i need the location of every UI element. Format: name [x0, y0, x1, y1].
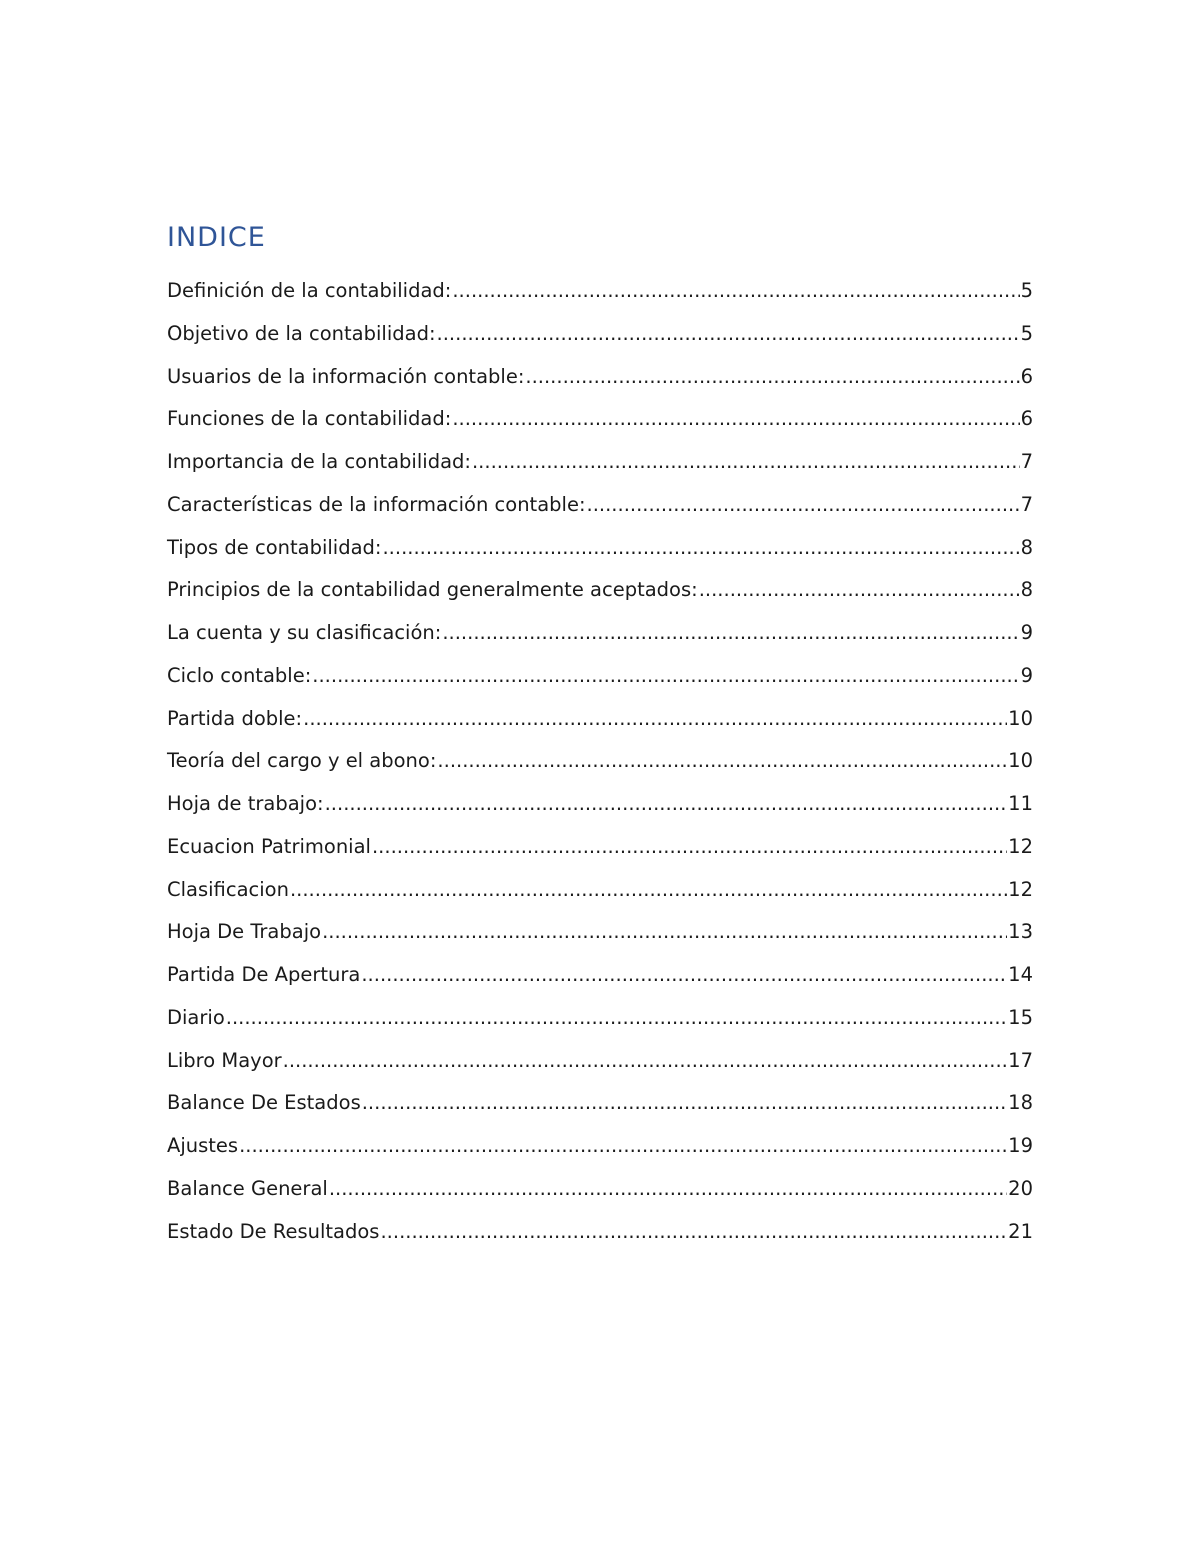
- toc-entry-page-number: 10: [1008, 706, 1033, 730]
- toc-entry-label: Teoría del cargo y el abono:: [167, 749, 437, 773]
- toc-entry-page-number: 6: [1020, 407, 1033, 431]
- toc-entry-page-number: 5: [1020, 321, 1033, 345]
- toc-dot-leader: [452, 398, 1019, 441]
- toc-entry[interactable]: [167, 313, 1033, 356]
- toc-dot-leader: [437, 740, 1007, 783]
- toc-entry-label: Partida doble:: [167, 706, 303, 730]
- toc-dot-leader: [303, 698, 1007, 741]
- toc-entry[interactable]: [167, 655, 1033, 698]
- toc-entry-page-number: 12: [1008, 877, 1033, 901]
- toc-entry-label: Balance De Estados: [167, 1091, 361, 1115]
- toc-entry-page-number: 9: [1020, 663, 1033, 687]
- toc-entry-label: Usuarios de la información contable:: [167, 364, 525, 388]
- toc-entry[interactable]: [167, 398, 1033, 441]
- toc-dot-leader: [226, 997, 1007, 1040]
- toc-entry-label: Ecuacion Patrimonial: [167, 834, 371, 858]
- toc-entry-page-number: 20: [1008, 1176, 1033, 1200]
- toc-entry-page-number: 8: [1020, 578, 1033, 602]
- toc-entry[interactable]: [167, 783, 1033, 826]
- toc-entry-page-number: 10: [1008, 749, 1033, 773]
- toc-entry-page-number: 9: [1020, 621, 1033, 644]
- toc-dot-leader: [322, 911, 1007, 954]
- toc-entry-page-number: 7: [1020, 450, 1033, 473]
- toc-entry-label: Clasificacion: [167, 877, 289, 901]
- toc-entry-page-number: 15: [1008, 1005, 1033, 1029]
- toc-entry-page-number: 13: [1008, 920, 1033, 944]
- toc-entry-label: Tipos de contabilidad:: [167, 535, 382, 559]
- toc-entry[interactable]: [167, 698, 1033, 741]
- toc-dot-leader: [442, 612, 1019, 655]
- toc-dot-leader: [290, 869, 1007, 912]
- toc-title: INDICE: [167, 222, 266, 253]
- toc-entry[interactable]: [167, 1125, 1033, 1168]
- toc-entry-page-number: 5: [1020, 279, 1033, 302]
- toc-dot-leader: [312, 655, 1019, 698]
- toc-entry-label: Importancia de la contabilidad:: [167, 450, 471, 473]
- toc-entry[interactable]: [167, 527, 1033, 570]
- toc-entry-label: Funciones de la contabilidad:: [167, 407, 452, 431]
- toc-entry[interactable]: [167, 869, 1033, 912]
- toc-entry-label: Hoja de trabajo:: [167, 792, 324, 815]
- toc-entry[interactable]: [167, 270, 1033, 313]
- toc-dot-leader: [239, 1125, 1007, 1168]
- toc-entry[interactable]: [167, 441, 1033, 484]
- toc-entry-label: Ciclo contable:: [167, 663, 312, 687]
- toc-entry[interactable]: [167, 1211, 1033, 1254]
- toc-dot-leader: [525, 356, 1019, 399]
- toc-dot-leader: [472, 441, 1020, 484]
- toc-entry-page-number: 6: [1020, 364, 1033, 388]
- toc-entry-page-number: 12: [1008, 834, 1033, 858]
- toc-entry-page-number: 7: [1020, 492, 1033, 516]
- toc-entry[interactable]: [167, 569, 1033, 612]
- toc-entry-label: Hoja De Trabajo: [167, 920, 322, 944]
- toc-entry-page-number: 11: [1008, 792, 1033, 815]
- toc-entry[interactable]: [167, 740, 1033, 783]
- toc-entry[interactable]: [167, 484, 1033, 527]
- toc-dot-leader: [699, 569, 1020, 612]
- toc-dot-leader: [382, 527, 1019, 570]
- toc-entry[interactable]: [167, 997, 1033, 1040]
- toc-dot-leader: [587, 484, 1020, 527]
- toc-entry-page-number: 18: [1008, 1091, 1033, 1115]
- toc-entry[interactable]: [167, 612, 1033, 655]
- toc-entry[interactable]: [167, 911, 1033, 954]
- toc-entry-label: Principios de la contabilidad generalmente aceptados:: [167, 578, 698, 602]
- toc-entry-label: Libro Mayor: [167, 1048, 282, 1072]
- toc-dot-leader: [437, 313, 1020, 356]
- toc-entry-page-number: 14: [1008, 963, 1033, 986]
- toc-entry[interactable]: [167, 1082, 1033, 1125]
- toc-entry-label: Balance General: [167, 1176, 328, 1200]
- toc-entry-label: Estado De Resultados: [167, 1219, 380, 1243]
- toc-dot-leader: [362, 1082, 1007, 1125]
- toc-entry-page-number: 8: [1020, 535, 1033, 559]
- toc-entry-label: La cuenta y su clasificación:: [167, 621, 442, 644]
- toc-entry-page-number: 21: [1008, 1219, 1033, 1243]
- toc-dot-leader: [380, 1211, 1007, 1254]
- toc-entry-label: Partida De Apertura: [167, 963, 361, 986]
- toc-dot-leader: [329, 1168, 1007, 1211]
- toc-entry-label: Características de la información contable:: [167, 492, 586, 516]
- toc-dot-leader: [361, 954, 1007, 997]
- toc-entry-label: Definición de la contabilidad:: [167, 279, 452, 302]
- toc-entry[interactable]: [167, 1040, 1033, 1083]
- toc-dot-leader: [283, 1040, 1008, 1083]
- toc-entry-label: Objetivo de la contabilidad:: [167, 321, 436, 345]
- toc-entry-label: Ajustes: [167, 1134, 239, 1157]
- toc-entry-page-number: 17: [1008, 1048, 1033, 1072]
- toc-entry[interactable]: [167, 1168, 1033, 1211]
- toc-dot-leader: [452, 270, 1019, 313]
- toc-list: [167, 270, 1033, 1253]
- toc-entry[interactable]: [167, 826, 1033, 869]
- toc-entry[interactable]: [167, 954, 1033, 997]
- toc-entry[interactable]: [167, 356, 1033, 399]
- toc-entry-label: Diario: [167, 1005, 225, 1029]
- toc-dot-leader: [372, 826, 1007, 869]
- toc-entry-page-number: 19: [1008, 1134, 1033, 1157]
- toc-dot-leader: [325, 783, 1008, 826]
